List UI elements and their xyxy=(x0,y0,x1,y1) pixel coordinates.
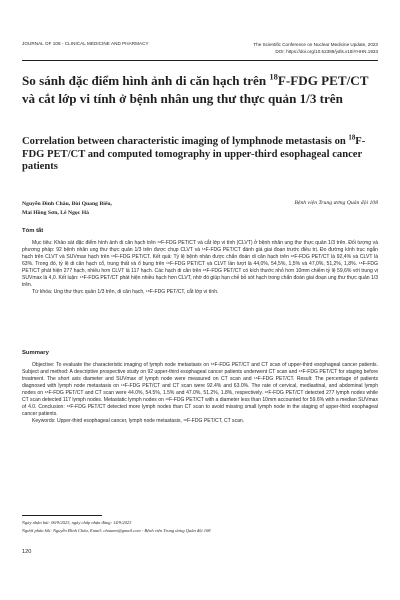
header-divider xyxy=(22,60,378,61)
abstract-vi-text: Mục tiêu: Khảo sát đặc điểm hình ảnh di căn hạch trên ¹⁸F-FDG PET/CT và cắt lớp vi tính (CLVT) ở bệnh nhân ung thư thực quản 1/3 trên. Đối tượng và phương pháp: 92 bệnh nhân ung thư thực quản 1/3 trên được chụp CLVT và ¹⁸F-FDG PET/CT đánh giá giai đoạn trước điều trị. Đo đường kính trục ngắn hạch trên CLVT và SUVmax hạch trên ¹⁸F-FDG PET/CT. Kết quả: Tỷ lệ bệnh nhân được chẩn đoán di căn hạch trên ¹⁸F-FDG PET/CT là 92,4% và CLVT là 63%. Trong đó, tỷ lệ di căn hạch cổ, trung thất và ổ bụng trên ¹⁸F-FDG PET/CT và CLVT lần lượt là 44,0%, 54,5%, 1,5% và 47,0%, 51,2%, 1,8%. ¹⁸F-FDG PET/CT phát hiện 277 hạch, nhiều hơn CLVT là 117 hạch. Các hạch di căn trên ¹⁸F-FDG PET/CT có kích thước nhỏ hơn 10mm chiếm tỷ lệ 59,6% với trung vị SUVmax là 4,0. Kết luận: ¹⁸F-FDG PET/CT phát hiện nhiều hạch hơn CLVT, nhờ đó giúp hạn chế bỏ sót hạch trong chẩn đoán giai đoạn ung thư thực quản 1/3 trên. xyxy=(22,240,378,288)
summary-heading: Summary xyxy=(22,350,49,356)
footnote-divider xyxy=(22,515,102,516)
title-vi-part1: So sánh đặc điểm hình ảnh di căn hạch trên xyxy=(22,73,270,88)
abstract-vietnamese xyxy=(22,240,378,296)
title-en-part2: F-FDG PET/CT and computed tomography in upper-third esophageal cancer patients xyxy=(22,136,366,173)
abstract-vi-heading: Tóm tắt xyxy=(22,228,44,234)
title-vi-part2: F-FDG PET/CT và cắt lớp vi tính ở bệnh nhân ung thư thực quản 1/3 trên xyxy=(22,73,369,106)
summary-text: Objective: To evaluate the characteristic imaging of lymph node metastasis on ¹⁸F-FDG PET/CT and CT scan of upper-third esophageal cancer patients. Subject and method: A descriptive prospective study on 92 upper-third esophageal cancer patients underwent CT scan and ¹⁸F-FDG PET/CT for staging before treatment. The short axis diameter and SUVmax of lymph node were measured on CT scan and ¹⁸F-FDG PET/CT. Result: The percentage of patients diagnosed with lymph node metastasis on ¹⁸F-FDG PET/CT and CT scan were 92.4% and 63.0%. The rate of cervical, mediastinal, and abdominal lymph nodes on ¹⁸F-FDG PET/CT and CT scan were 44.0%, 54.5%, 1.5% and 47.0%, 51.2%, 1.8%, respectively. ¹⁸F-FDG PET/CT detected 277 lymph nodes while CT scan detected 117 lymph nodes. Metastatic lymph nodes on ¹⁸F-FDG PET/CT with a diameter less than 10mm accounted for 59.6% with a median SUVmax of 4.0. Conclusion: ¹⁸F-FDG PET/CT detected more lymph nodes than CT scan to avoid missing small lymph node in the staging of upper-third esophageal cancer patients. xyxy=(22,362,378,417)
title-vietnamese xyxy=(22,72,378,107)
title-english xyxy=(22,136,378,174)
journal-name: JOURNAL OF 108 - CLINICAL MEDICINE AND PHARMACY xyxy=(22,41,149,46)
affiliation: Bệnh viện Trung ương Quân đội 108 xyxy=(294,200,378,206)
conference-name: The Scientific Conference on Nuclear Medicine Update, 2023 xyxy=(253,42,378,47)
footnote-correspondence: Người phản hồi: Nguyễn Đình Châu, Email: chaunm@gmail.com - Bệnh viện Trung ương Quân đội 108 xyxy=(22,528,211,533)
keywords-vi: Từ khóa: Ung thư thực quản 1/3 trên, di căn hạch, ¹⁸F-FDG PET/CT, cắt lớp vi tính. xyxy=(32,289,219,295)
author-line-1: Nguyễn Đình Châu, Bùi Quang Biểu, xyxy=(22,201,112,207)
author-list xyxy=(22,200,222,218)
title-en-part1: Correlation between characteristic imaging of lymphnode metastasis on xyxy=(22,136,349,147)
doi-link[interactable]: DOI: https://doi.org/10.52389/ydls.v18iYHHN.1933 xyxy=(275,49,378,55)
title-en-superscript: 18 xyxy=(348,134,356,142)
keywords-en: Keywords: Upper-third esophageal cancer, lymph node metastasis, ¹⁸F-FDG PET/CT, CT scan. xyxy=(32,418,245,424)
title-vi-superscript: 18 xyxy=(269,71,278,82)
page-number: 120 xyxy=(22,549,32,555)
author-line-2: Mai Hồng Sơn, Lê Ngọc Hà xyxy=(22,210,89,217)
running-header xyxy=(253,41,378,55)
footnote-dates: Ngày nhận bài: 06/9/2023, ngày chấp nhận đăng: 14/9/2023 xyxy=(22,520,132,525)
abstract-english xyxy=(22,362,378,425)
